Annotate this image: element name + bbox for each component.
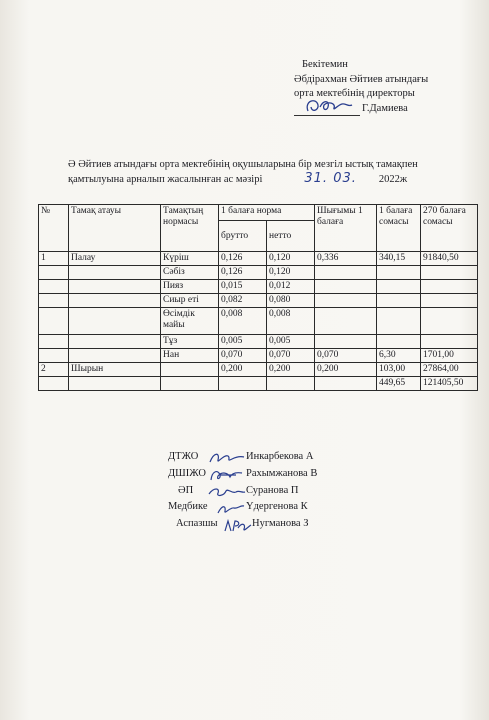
row-item: Нан bbox=[161, 349, 219, 363]
row-yield bbox=[315, 308, 377, 335]
title-line-2-row bbox=[68, 172, 478, 187]
approval-line-3: орта мектебінің директоры bbox=[294, 88, 415, 99]
signature-mark-icon bbox=[206, 467, 246, 481]
signature-mark-icon bbox=[206, 484, 246, 498]
row-sum-1 bbox=[377, 280, 421, 294]
row-dish: Палау bbox=[69, 252, 161, 266]
row-no bbox=[39, 349, 69, 363]
approval-line-1: Бекітемин bbox=[302, 59, 348, 70]
signature-mark-icon bbox=[206, 450, 246, 464]
table-row bbox=[39, 266, 478, 280]
signature-role: Медбике bbox=[168, 501, 208, 513]
row-gross: 0,126 bbox=[219, 252, 267, 266]
row-sum-1 bbox=[377, 308, 421, 335]
row-dish bbox=[69, 335, 161, 349]
director-signature-line bbox=[294, 102, 428, 117]
row-gross: 0,070 bbox=[219, 349, 267, 363]
row-net: 0,120 bbox=[267, 266, 315, 280]
row-item: Өсімдік майы bbox=[161, 308, 219, 335]
table-row bbox=[39, 349, 478, 363]
total-empty bbox=[267, 377, 315, 391]
header-norm: Тамақтың нормасы bbox=[161, 205, 219, 252]
header-sum-1: 1 балаға сомасы bbox=[377, 205, 421, 252]
row-no bbox=[39, 280, 69, 294]
approval-block bbox=[294, 58, 428, 116]
row-gross: 0,082 bbox=[219, 294, 267, 308]
signature-underline bbox=[294, 103, 360, 116]
handwritten-date: 31. 03. bbox=[304, 170, 357, 186]
total-row bbox=[39, 377, 478, 391]
approval-line-2: Әбдірахман Әйтиев атындағы bbox=[294, 73, 429, 85]
signature-name: Рахымжанова В bbox=[246, 467, 318, 479]
total-sum-270: 121405,50 bbox=[421, 377, 478, 391]
row-sum-1 bbox=[377, 335, 421, 349]
row-sum-270: 27864,00 bbox=[421, 363, 478, 377]
row-no bbox=[39, 294, 69, 308]
row-gross: 0,015 bbox=[219, 280, 267, 294]
row-net: 0,012 bbox=[267, 280, 315, 294]
signature-row bbox=[168, 466, 317, 483]
row-sum-270 bbox=[421, 266, 478, 280]
row-dish bbox=[69, 308, 161, 335]
table-row bbox=[39, 363, 478, 377]
signature-name: Инкарбекова А bbox=[246, 451, 314, 462]
menu-title bbox=[68, 158, 478, 186]
row-net: 0,008 bbox=[267, 308, 315, 335]
row-item bbox=[161, 363, 219, 377]
signature-role: ДШІЖО bbox=[168, 467, 206, 479]
row-sum-1: 340,15 bbox=[377, 252, 421, 266]
signature-name: Суранова П bbox=[246, 484, 299, 496]
table-row bbox=[39, 335, 478, 349]
row-net: 0,005 bbox=[267, 335, 315, 349]
signature-name: Нугманова З bbox=[252, 518, 309, 530]
signature-mark-icon bbox=[216, 501, 246, 515]
row-sum-1: 6,30 bbox=[377, 349, 421, 363]
row-gross: 0,005 bbox=[219, 335, 267, 349]
row-item: Күріш bbox=[161, 252, 219, 266]
row-no bbox=[39, 335, 69, 349]
header-dish: Тамақ атауы bbox=[69, 205, 161, 252]
row-sum-1: 103,00 bbox=[377, 363, 421, 377]
row-no bbox=[39, 266, 69, 280]
row-dish bbox=[69, 349, 161, 363]
total-empty bbox=[219, 377, 267, 391]
row-sum-270: 91840,50 bbox=[421, 252, 478, 266]
row-dish: Шырын bbox=[69, 363, 161, 377]
row-item: Сәбіз bbox=[161, 266, 219, 280]
row-dish bbox=[69, 280, 161, 294]
signature-role: Аспазшы bbox=[176, 518, 218, 530]
signature-row bbox=[168, 499, 317, 516]
signatures-block bbox=[168, 449, 317, 533]
row-yield: 0,336 bbox=[315, 252, 377, 266]
signature-mark-icon bbox=[222, 518, 252, 532]
row-dish bbox=[69, 266, 161, 280]
row-gross: 0,126 bbox=[219, 266, 267, 280]
director-name: Г.Дамиева bbox=[362, 102, 408, 114]
row-sum-270 bbox=[421, 308, 478, 335]
title-line-1: Ә Әйтиев атындағы орта мектебінің оқушыларына бір мезгіл ыстық тамақпен bbox=[68, 159, 418, 170]
menu-table bbox=[38, 204, 478, 391]
signature-role: ДТЖО bbox=[168, 451, 199, 462]
row-net: 0,200 bbox=[267, 363, 315, 377]
signature-name: Үдергенова К bbox=[246, 501, 308, 513]
row-no: 2 bbox=[39, 363, 69, 377]
signature-row bbox=[168, 449, 317, 466]
total-empty bbox=[69, 377, 161, 391]
row-net: 0,070 bbox=[267, 349, 315, 363]
header-child-norm: 1 балаға норма bbox=[219, 205, 315, 221]
table-row bbox=[39, 294, 478, 308]
row-sum-270 bbox=[421, 294, 478, 308]
total-sum-1: 449,65 bbox=[377, 377, 421, 391]
total-empty bbox=[39, 377, 69, 391]
row-no: 1 bbox=[39, 252, 69, 266]
row-sum-270: 1701,00 bbox=[421, 349, 478, 363]
title-line-2: қамтылуына арналып жасалынған ас мәзірі bbox=[68, 173, 263, 185]
row-yield bbox=[315, 294, 377, 308]
row-item: Пияз bbox=[161, 280, 219, 294]
row-gross: 0,008 bbox=[219, 308, 267, 335]
row-no bbox=[39, 308, 69, 335]
row-yield bbox=[315, 280, 377, 294]
row-yield bbox=[315, 266, 377, 280]
row-sum-270 bbox=[421, 335, 478, 349]
row-sum-270 bbox=[421, 280, 478, 294]
header-net: нетто bbox=[267, 221, 315, 252]
table-row bbox=[39, 252, 478, 266]
signature-role: ӘП bbox=[178, 484, 194, 496]
table-row bbox=[39, 308, 478, 335]
total-empty bbox=[315, 377, 377, 391]
row-yield bbox=[315, 335, 377, 349]
table-row bbox=[39, 280, 478, 294]
signature-row bbox=[168, 483, 317, 500]
header-sum-270: 270 балаға сомасы bbox=[421, 205, 478, 252]
row-dish bbox=[69, 294, 161, 308]
row-item: Сиыр еті bbox=[161, 294, 219, 308]
title-year: 2022ж bbox=[378, 173, 408, 185]
row-net: 0,080 bbox=[267, 294, 315, 308]
row-yield: 0,070 bbox=[315, 349, 377, 363]
row-sum-1 bbox=[377, 294, 421, 308]
header-yield: Шығымы 1 балаға bbox=[315, 205, 377, 252]
header-gross: брутто bbox=[219, 221, 267, 252]
row-gross: 0,200 bbox=[219, 363, 267, 377]
row-sum-1 bbox=[377, 266, 421, 280]
signature-row bbox=[168, 516, 317, 533]
row-net: 0,120 bbox=[267, 252, 315, 266]
row-yield: 0,200 bbox=[315, 363, 377, 377]
total-empty bbox=[161, 377, 219, 391]
header-no: № bbox=[39, 205, 69, 252]
row-item: Тұз bbox=[161, 335, 219, 349]
